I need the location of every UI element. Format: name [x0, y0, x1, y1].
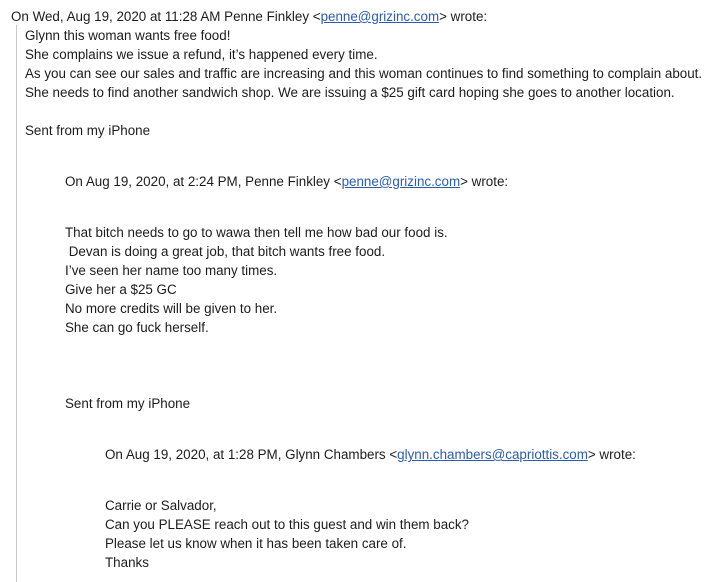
email2-body-line: No more credits will be given to her. [65, 301, 278, 316]
email3-body-line: Carrie or Salvador, [105, 498, 217, 513]
email2-body-line: Give her a $25 GC [65, 282, 177, 297]
email2-body-line: That bitch needs to go to wawa then tell me how bad our food is. [65, 225, 448, 240]
email2-sender-email-link[interactable]: penne@grizinc.com [341, 174, 461, 189]
email1-sender-email-link[interactable]: penne@grizinc.com [320, 9, 440, 24]
email3-sender-email-link[interactable]: glynn.chambers@capriottis.com [397, 447, 588, 462]
email3-header [105, 446, 636, 463]
email3-body-line: Can you PLEASE reach out to this guest and win them back? [105, 517, 469, 532]
email1-body-line: She complains we issue a refund, it’s happened every time. [25, 47, 378, 62]
email2-signature: Sent from my iPhone [65, 396, 191, 411]
email1-header [11, 8, 487, 25]
email2-body-line: Devan is doing a great job, that bitch wants free food. [65, 244, 386, 259]
email3-body-line: Please let us know when it has been taken care of. [105, 536, 407, 551]
email1-header-suffix: > wrote: [439, 9, 488, 24]
email1-body-line: She needs to find another sandwich shop. We are issuing a $25 gift card hoping she goes to another location. [25, 85, 675, 100]
email1-header-prefix: On Wed, Aug 19, 2020 at 11:28 AM Penne Finkley < [11, 9, 321, 24]
email1-signature: Sent from my iPhone [25, 123, 151, 138]
email3-body-line: Thanks [105, 555, 149, 570]
email3-header-prefix: On Aug 19, 2020, at 1:28 PM, Glynn Chambers < [105, 447, 398, 462]
email2-header-prefix: On Aug 19, 2020, at 2:24 PM, Penne Finkley < [65, 174, 342, 189]
email3-header-suffix: > wrote: [587, 447, 636, 462]
email1-body-line: Glynn this woman wants free food! [25, 28, 231, 43]
email1-body-line: As you can see our sales and traffic are increasing and this woman continues to find something to complain about. [25, 66, 703, 81]
quote-rule [16, 25, 17, 582]
email2-header-suffix: > wrote: [460, 174, 509, 189]
email2-body-line: She can go fuck herself. [65, 320, 209, 335]
email2-header [65, 173, 508, 190]
email2-body-line: I’ve seen her name too many times. [65, 263, 278, 278]
